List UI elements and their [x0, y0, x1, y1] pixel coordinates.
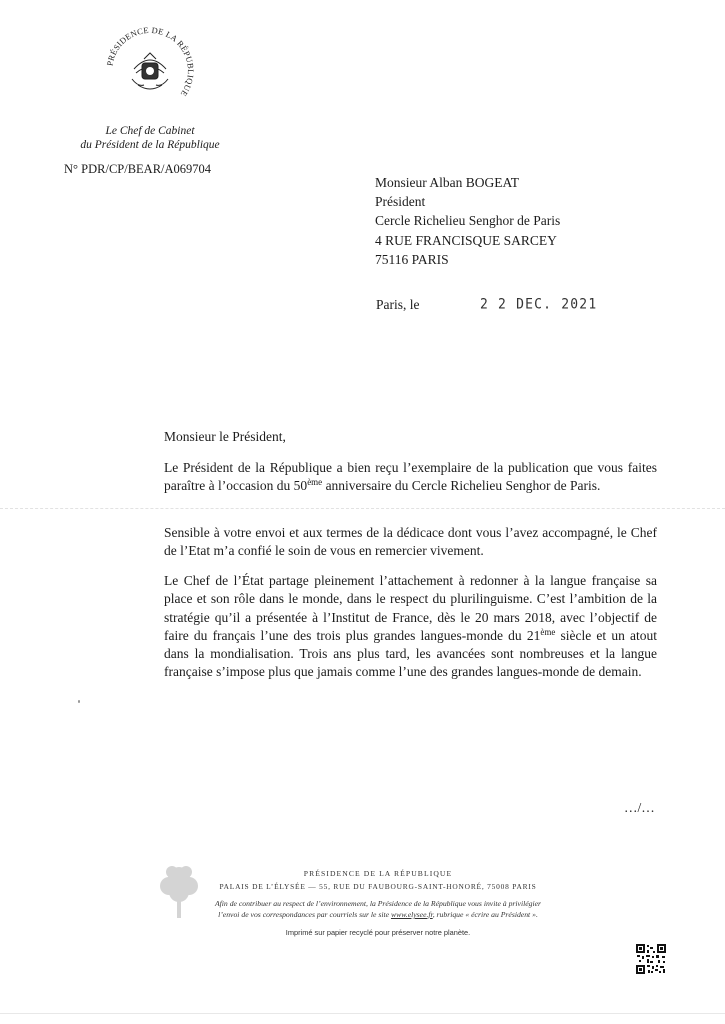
- continuation-mark: …/…: [624, 800, 655, 815]
- elysee-link[interactable]: www.elysee.fr: [390, 910, 433, 919]
- presidency-seal: [104, 25, 196, 117]
- salutation: Monsieur le Président,: [164, 429, 286, 444]
- office-title: [60, 124, 240, 152]
- recipient-address: [375, 173, 560, 269]
- paragraph-2: Sensible à votre envoi et aux termes de la dédicace dont vous l’avez accompagné, le Chef de l’Etat m’a confié le soin de vous en remercier vivement.: [164, 525, 657, 559]
- scan-speck: [78, 700, 80, 703]
- tree-icon: [158, 862, 200, 922]
- footer-note-line-1: Afin de contribuer au respect de l’environnement, la Présidence de la République vous invite à privilégier: [214, 899, 542, 908]
- page-edge-line: [0, 1013, 725, 1014]
- footer-environment-note: [208, 898, 548, 920]
- date-place: Paris, le: [376, 297, 420, 312]
- recipient-city: 75116 PARIS: [375, 251, 449, 267]
- date-stamp: 2 2 DEC. 2021: [480, 296, 598, 313]
- paragraph-3: Le Chef de l’État partage pleinement l’attachement à redonner à la langue française sa place et son rôle dans le monde, dans le respect du plurilinguisme. C’est l’ambition de la stratégie qu’il a présentée à l’Institut de France, dès le 20 mars 2018, avec l’objectif de faire du français l’une des trois plus grandes langues-monde du 21ème siècle et un atout dans la mondialisation. Trois ans plus tard, les avancées sont nombreuses et la langue française s’impose plus que jamais comme l’une des grandes langues-monde de demain.: [164, 573, 657, 680]
- emblem-icon: [132, 53, 168, 89]
- recipient-name: Monsieur Alban BOGEAT: [375, 175, 519, 190]
- office-line-2: du Président de la République: [80, 139, 220, 151]
- fold-line: [0, 508, 725, 509]
- qr-code-icon: [636, 944, 666, 974]
- footer-address: PALAIS DE L’ÉLYSÉE — 55, RUE DU FAUBOURG-SAINT-HONORÉ, 75008 PARIS: [219, 882, 537, 891]
- paragraph-1: Le Président de la République a bien reçu l’exemplaire de la publication que vous faites paraître à l’occasion du 50ème anniversaire du Cercle Richelieu Senghor de Paris.: [164, 460, 657, 494]
- recipient-title: Président: [375, 194, 426, 210]
- reference-number: N° PDR/CP/BEAR/A069704: [64, 162, 212, 176]
- footer-note-line-2: l’envoi de vos correspondances par courriels sur le site www.elysee.fr, rubrique « écrire au Président ».: [218, 910, 538, 919]
- seal-text: PRÉSIDENCE DE LA RÉPUBLIQUE: [105, 25, 196, 99]
- recycled-paper-note: Imprimé sur papier recyclé pour préserver notre planète.: [285, 928, 471, 937]
- recipient-organization: Cercle Richelieu Senghor de Paris: [375, 213, 561, 229]
- footer-title: PRÉSIDENCE DE LA RÉPUBLIQUE: [303, 869, 453, 878]
- office-line-1: Le Chef de Cabinet: [105, 125, 195, 137]
- recipient-street: 4 RUE FRANCISQUE SARCEY: [375, 232, 557, 248]
